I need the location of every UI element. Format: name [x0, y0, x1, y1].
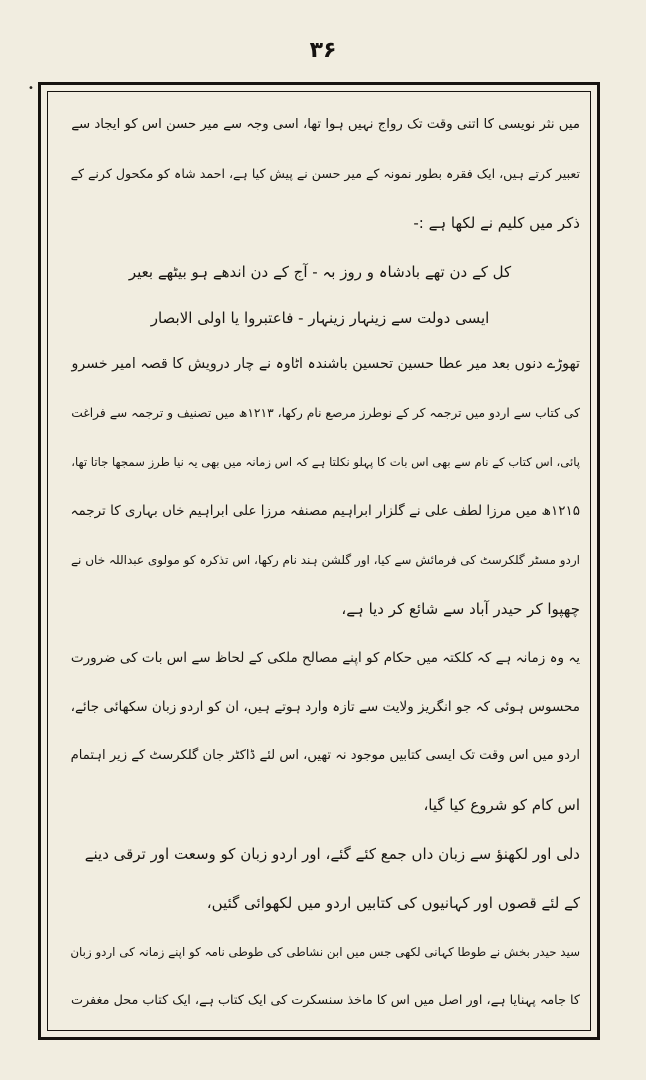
text-line-18: سید حیدر بخش نے طوطا کہانی لکھی جس میں ابن نشاطی کی طوطی نامہ کو اپنے زمانہ کی اردو زبان [70, 944, 580, 959]
text-line-16: دلی اور لکھنؤ سے زبان داں جمع کئے گئے، اور اردو زبان کو وسعت اور ترقی دینے [84, 844, 580, 863]
urdu-body-text [60, 100, 580, 1025]
text-line-19: کا جامہ پہنایا ہے، اور اصل میں اس کا ماخذ سنسکرت کی ایک کتاب ہے، ایک کتاب محل مغفرت [71, 992, 580, 1008]
text-line-15: اس کام کو شروع کیا گیا، [423, 795, 580, 814]
text-line-14: اردو میں اس وقت تک ایسی کتابیں موجود نہ تھیں، اس لئے ڈاکٹر جان گلکرسٹ کے زیر اہتمام [70, 747, 580, 763]
text-line-3: ذکر میں کلیم نے لکھا ہے :- [413, 213, 580, 232]
text-line-6: تھوڑے دنوں بعد میر عطا حسین تحسین باشندہ اٹاوہ نے چار درویش کا قصہ امیر خسرو [71, 355, 580, 372]
text-line-11: چھپوا کر حیدر آباد سے شائع کر دیا ہے، [341, 599, 580, 618]
text-line-7: کی کتاب سے اردو میں ترجمہ کر کے نوطرز مرصع نام رکھا، ۱۲۱۳ھ میں تصنیف و ترجمہ سے فراغت [71, 405, 580, 420]
corner-mark: • [28, 83, 34, 94]
text-line-8: پائی، اس کتاب کے نام سے بھی اس بات کا پہلو نکلتا ہے کہ اس زمانہ میں بھی یہ نیا طرز سمجھا جاتا تھا، [71, 454, 580, 469]
text-line-12: یہ وہ زمانہ ہے کہ کلکتہ میں حکام کو اپنے مصالح ملکی کے لحاظ سے اس بات کی ضرورت [70, 649, 580, 666]
verse-line-2: ایسی دولت سے زینہار زینہار - فاعتبروا یا اولی الابصار [150, 308, 490, 327]
text-line-10: اردو مسٹر گلکرسٹ کی فرمائش سے کیا، اور گلشن ہند نام رکھا، اس تذکرہ کو مولوی عبداللہ خاں نے [71, 552, 580, 567]
text-line-17: کے لئے قصوں اور کہانیوں کی کتابیں اردو میں لکھوائی گئیں، [206, 893, 580, 912]
text-line-2: تعبیر کرتے ہیں، ایک فقرہ بطور نمونہ کے میر حسن نے پیش کیا ہے، احمد شاہ کو مکحول کرنے کے [70, 165, 580, 181]
text-line-9: ۱۲۱۵ھ میں مرزا لطف علی نے گلزار ابراہیم مصنفہ مرزا علی ابراہیم خاں بہاری کا ترجمہ [70, 502, 580, 519]
text-line-13: محسوس ہوئی کہ جو انگریز ولایت سے تازہ وارد ہوتے ہیں، ان کو اردو زبان سکھائی جائے، [70, 698, 580, 715]
text-line-1: میں نثر نویسی کا اتنی وقت تک رواج نہیں ہوا تھا، اسی وجہ سے میر حسن اس کو ایجاد سے [71, 116, 580, 132]
page-number: ۳۶ [309, 38, 337, 63]
verse-line-1: کل کے دن تھے بادشاہ و روز بہ - آج کے دن اندھے ہو بیٹھے بعیر [128, 262, 512, 281]
